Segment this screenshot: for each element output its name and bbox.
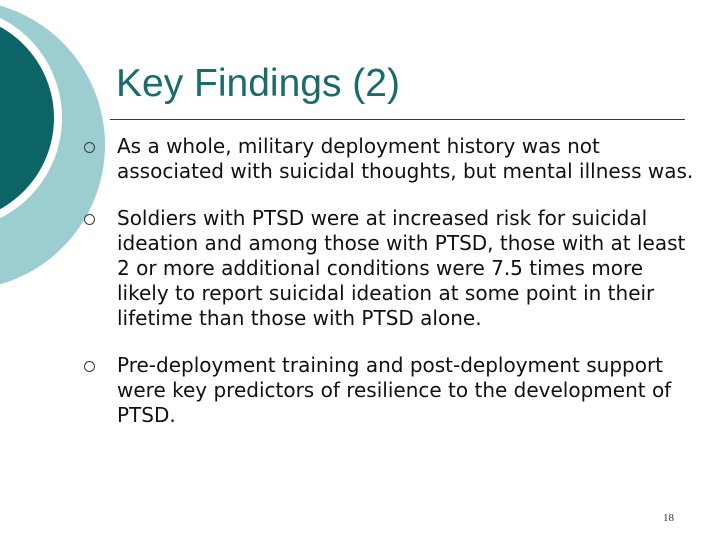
- bullet-text: Soldiers with PTSD were at increased risk for suicidal ideation and among those with PTSD, those with at least 2 or more additional conditions were 7.5 times more likely to report suicidal ideation at some point in their lifetime than those with PTSD alone.: [117, 206, 686, 330]
- bullet-circle-icon: [84, 361, 95, 372]
- bullet-item: [84, 353, 694, 428]
- bullet-text: Pre-deployment training and post-deployment support were key predictors of resilience to the development of PTSD.: [117, 353, 672, 427]
- bullet-circle-icon: [84, 214, 95, 225]
- title-divider: [110, 119, 685, 120]
- bullet-item: [84, 206, 694, 331]
- bullet-item: [84, 134, 694, 184]
- slide-title: Key Findings (2): [116, 62, 400, 105]
- bullet-circle-icon: [84, 142, 95, 153]
- bullet-list: [84, 134, 694, 450]
- bullet-text: As a whole, military deployment history was not associated with suicidal thoughts, but mental illness was.: [117, 134, 694, 183]
- page-number: 18: [663, 512, 674, 524]
